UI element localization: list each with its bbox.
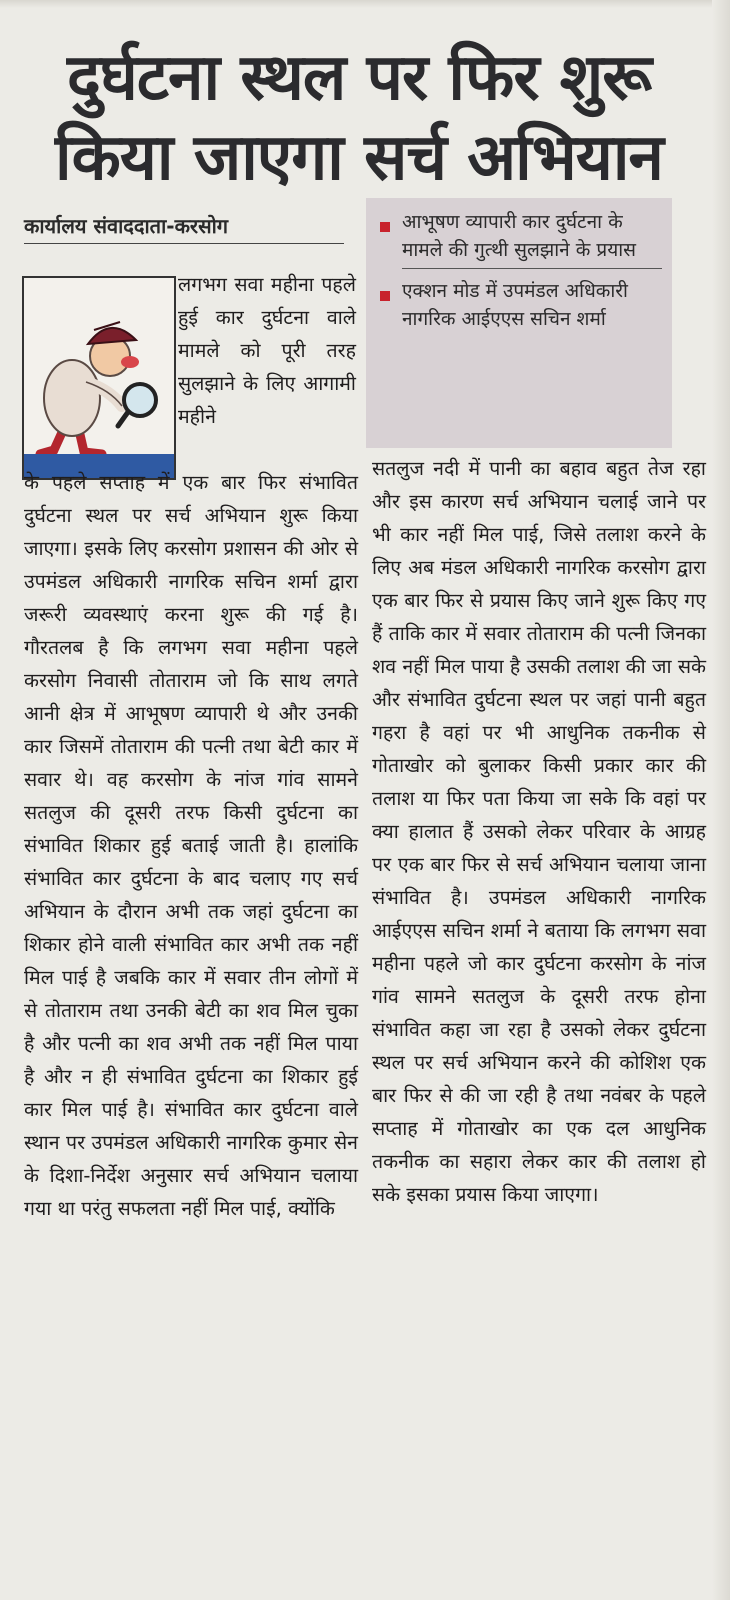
- byline: कार्यालय संवाददाता-करसोग: [24, 212, 344, 244]
- detective-cartoon-icon: [24, 278, 174, 478]
- headline: [14, 38, 704, 198]
- highlight-divider: [402, 268, 662, 269]
- highlight-text: आभूषण व्यापारी कार दुर्घटना के मामले की गुत्थी सुलझाने के प्रयास: [402, 211, 636, 261]
- article-intro-text: लगभग सवा महीना पहले हुई कार दुर्घटना वाले मामले को पूरी तरह सुलझाने के लिए आगामी महीने: [178, 273, 356, 428]
- highlight-item: [380, 277, 662, 333]
- highlight-text: एक्शन मोड में उपमंडल अधिकारी नागरिक आईएएस सचिन शर्मा: [402, 280, 628, 330]
- square-bullet-icon: [380, 222, 390, 232]
- article-right-column: सतलुज नदी में पानी का बहाव बहुत तेज रहा और इस कारण सर्च अभियान चलाई जाने पर भी कार नहीं मिल पाई, जिसे तलाश करने के लिए अब मंडल अधिकारी नागरिक करसोग द्वारा एक बार फिर से प्रयास किए जाने शुरू किए गए हैं ताकि कार में सवार तोताराम की पत्नी जिनका शव नहीं मिल पाया है उसकी तलाश की जा सके और संभावित दुर्घटना स्थल पर जहां पानी बहुत गहरा है वहां पर भी आधुनिक तकनीक से गोताखोर को बुलाकर किसी प्रकार कार की तलाश या फिर पता किया जा सके कि वहां पर क्या हालात हैं उसको लेकर परिवार के आग्रह पर एक बार फिर से सर्च अभियान चलाया जाना संभावित है। उपमंडल अधिकारी नागरिक आईएएस सचिन शर्मा ने बताया कि लगभग सवा महीना पहले जो कार दुर्घटना करसोग के नांज गांव सामने सतलुज के दूसरी तरफ होना संभावित कहा जा रहा है उसको लेकर दुर्घटना स्थल पर सर्च अभियान करने की कोशिश एक बार फिर से की जा रही है तथा नवंबर के पहले सप्ताह में गोताखोर का एक दल आधुनिक तकनीक का सहारा लेकर कार की तलाश हो सके इसका प्रयास किया जाएगा।: [372, 457, 706, 1206]
- square-bullet-icon: [380, 291, 390, 301]
- headline-line-2: किया जाएगा सर्च अभियान: [55, 121, 663, 195]
- paper-edge-right: [712, 0, 730, 1600]
- highlights-box: [366, 198, 672, 448]
- paper-edge-top: [0, 0, 730, 8]
- headline-line-1: दुर्घटना स्थल पर फिर शुरू: [66, 41, 652, 115]
- detective-illustration: [22, 276, 176, 480]
- highlight-item: [380, 208, 662, 264]
- article-left-column: के पहले सप्ताह में एक बार फिर संभावित दुर्घटना स्थल पर सर्च अभियान शुरू किया जाएगा। इसके लिए करसोग प्रशासन की ओर से उपमंडल अधिकारी नागरिक सचिन शर्मा द्वारा जरूरी व्यवस्थाएं करना शुरू की गई है। गौरतलब है कि लगभग सवा महीना पहले करसोग निवासी तोताराम जो कि साथ लगते आनी क्षेत्र में आभूषण व्यापारी थे और उनकी कार जिसमें तोताराम की पत्नी तथा बेटी कार में सवार थे। वह करसोग के नांज गांव सामने सतलुज की दूसरी तरफ किसी दुर्घटना का संभावित शिकार हुई बताई जाती है। हालांकि संभावित कार दुर्घटना के बाद चलाए गए सर्च अभियान के दौरान अभी तक जहां दुर्घटना का शिकार होने वाली संभावित कार अभी तक नहीं मिल पाई है जबकि कार में सवार तीन लोगों में से तोताराम तथा उनकी बेटी का शव मिल चुका है और पत्नी का शव अभी तक नहीं मिल पाया है और न ही संभावित दुर्घटना का शिकार हुई कार मिल पाई है। संभावित कार दुर्घटना वाले स्थान पर उपमंडल अधिकारी नागरिक कुमार सेन के दिशा-निर्देश अनुसार सर्च अभियान चलाया गया था परंतु सफलता नहीं मिल पाई, क्योंकि: [24, 471, 358, 1220]
